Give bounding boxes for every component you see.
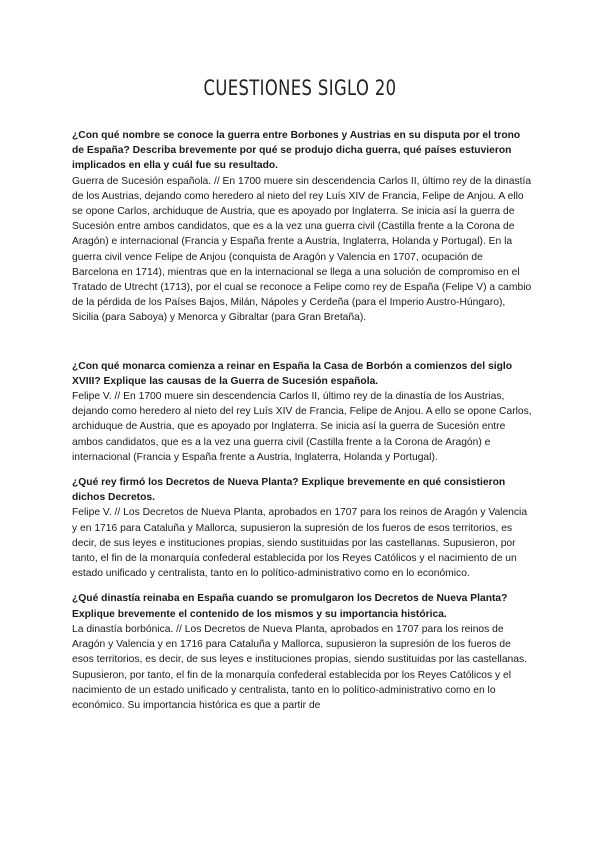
question-1: ¿Con qué nombre se conoce la guerra entre Borbones y Austrias en su disputa por el trono de España? Describa brevemente por qué se produjo dicha guerra, qué países estuvieron implicados en ella y cuál fue su resultado. xyxy=(72,130,521,172)
question-block-4 xyxy=(72,591,532,713)
section-spacer xyxy=(72,349,532,359)
question-block-2 xyxy=(72,359,532,465)
question-4: ¿Qué dinastía reinaba en España cuando se promulgaron los Decretos de Nueva Planta? Explique brevemente el contenido de los mismos y su importancia histórica. xyxy=(72,593,508,620)
answer-3: Felipe V. // Los Decretos de Nueva Planta, aprobados en 1707 para los reinos de Aragón y Valencia y en 1716 para Cataluña y Mallorca, supusieron la supresión de los fueros de esos territorios, es decir, de sus leyes e instituciones propias, siendo sustituidas por las castellanas. Supusieron, por tanto, el fin de la monarquía confederal establecida por los Reyes Católicos y el nacimiento de un estado unificado y centralista, tanto en lo político-administrativo como en lo económico. xyxy=(72,507,528,580)
answer-2: Felipe V. // En 1700 muere sin descendencia Carlos II, último rey de la dinastía de los Austrias, dejando como heredero al nieto del rey Luís XIV de Francia, Felipe de Anjou. A ello se opone Carlos, archiduque de Austria, que es apoyado por Inglaterra. Se inicia así la guerra de Sucesión entre ambos candidatos, que es a la vez una guerra civil (Castilla frente a la Corona de Aragón) e internacional (Francia y España frente a Austria, Inglaterra, Holanda y Portugal). xyxy=(72,391,532,463)
page-title: CUESTIONES SIGLO 20 xyxy=(203,76,397,100)
question-block-1 xyxy=(72,128,532,326)
question-block-3 xyxy=(72,475,532,581)
document-body xyxy=(72,128,532,713)
answer-1: Guerra de Sucesión española. // En 1700 muere sin descendencia Carlos II, último rey de la dinastía de los Austrias, dejando como heredero al nieto del rey Luís XIV de Francia, Felipe de Anjou. A ello se opone Carlos, archiduque de Austria, que es apoyado por Inglaterra. Se inicia así la guerra de Sucesión entre ambos candidatos, que es a la vez una guerra civil (Castilla frente a la Corona de Aragón) e internacional (Francia y España frente a Austria, Inglaterra, Holanda y Portugal). En la guerra civil vence Felipe de Anjou (conquista de Aragón y Valencia en 1707, ocupación de Barcelona en 1714), mientras que en la internacional se llega a una solución de compromiso en el Tratado de Utrecht (1713), por el cual se reconoce a Felipe como rey de España (Felipe V) a cambio de la pérdida de los Países Bajos, Milán, Nápoles y Cerdeña (para el Imperio Austro-Húngaro), Sicilia (para Saboya) y Menorca y Gibraltar (para Gran Bretaña). xyxy=(72,175,532,324)
section-spacer xyxy=(72,326,532,349)
question-3: ¿Qué rey firmó los Decretos de Nueva Planta? Explique brevemente en qué consistieron dichos Decretos. xyxy=(72,477,506,504)
question-2: ¿Con qué monarca comienza a reinar en España la Casa de Borbón a comienzos del siglo XVIII? Explique las causas de la Guerra de Sucesión española. xyxy=(72,360,513,387)
section-spacer xyxy=(72,465,532,475)
answer-4: La dinastía borbónica. // Los Decretos de Nueva Planta, aprobados en 1707 para los reinos de Aragón y Valencia y en 1716 para Cataluña y Mallorca, supusieron la supresión de los fueros de esos territorios, es decir, de sus leyes e instituciones propias, siendo sustituidas por las castellanas. Supusieron, por tanto, el fin de la monarquía confederal establecida por los Reyes Católicos y el nacimiento de un estado unificado y centralista, tanto en lo político-administrativo como en lo económico. Su importancia histórica es que a partir de xyxy=(72,623,528,711)
section-spacer xyxy=(72,581,532,591)
